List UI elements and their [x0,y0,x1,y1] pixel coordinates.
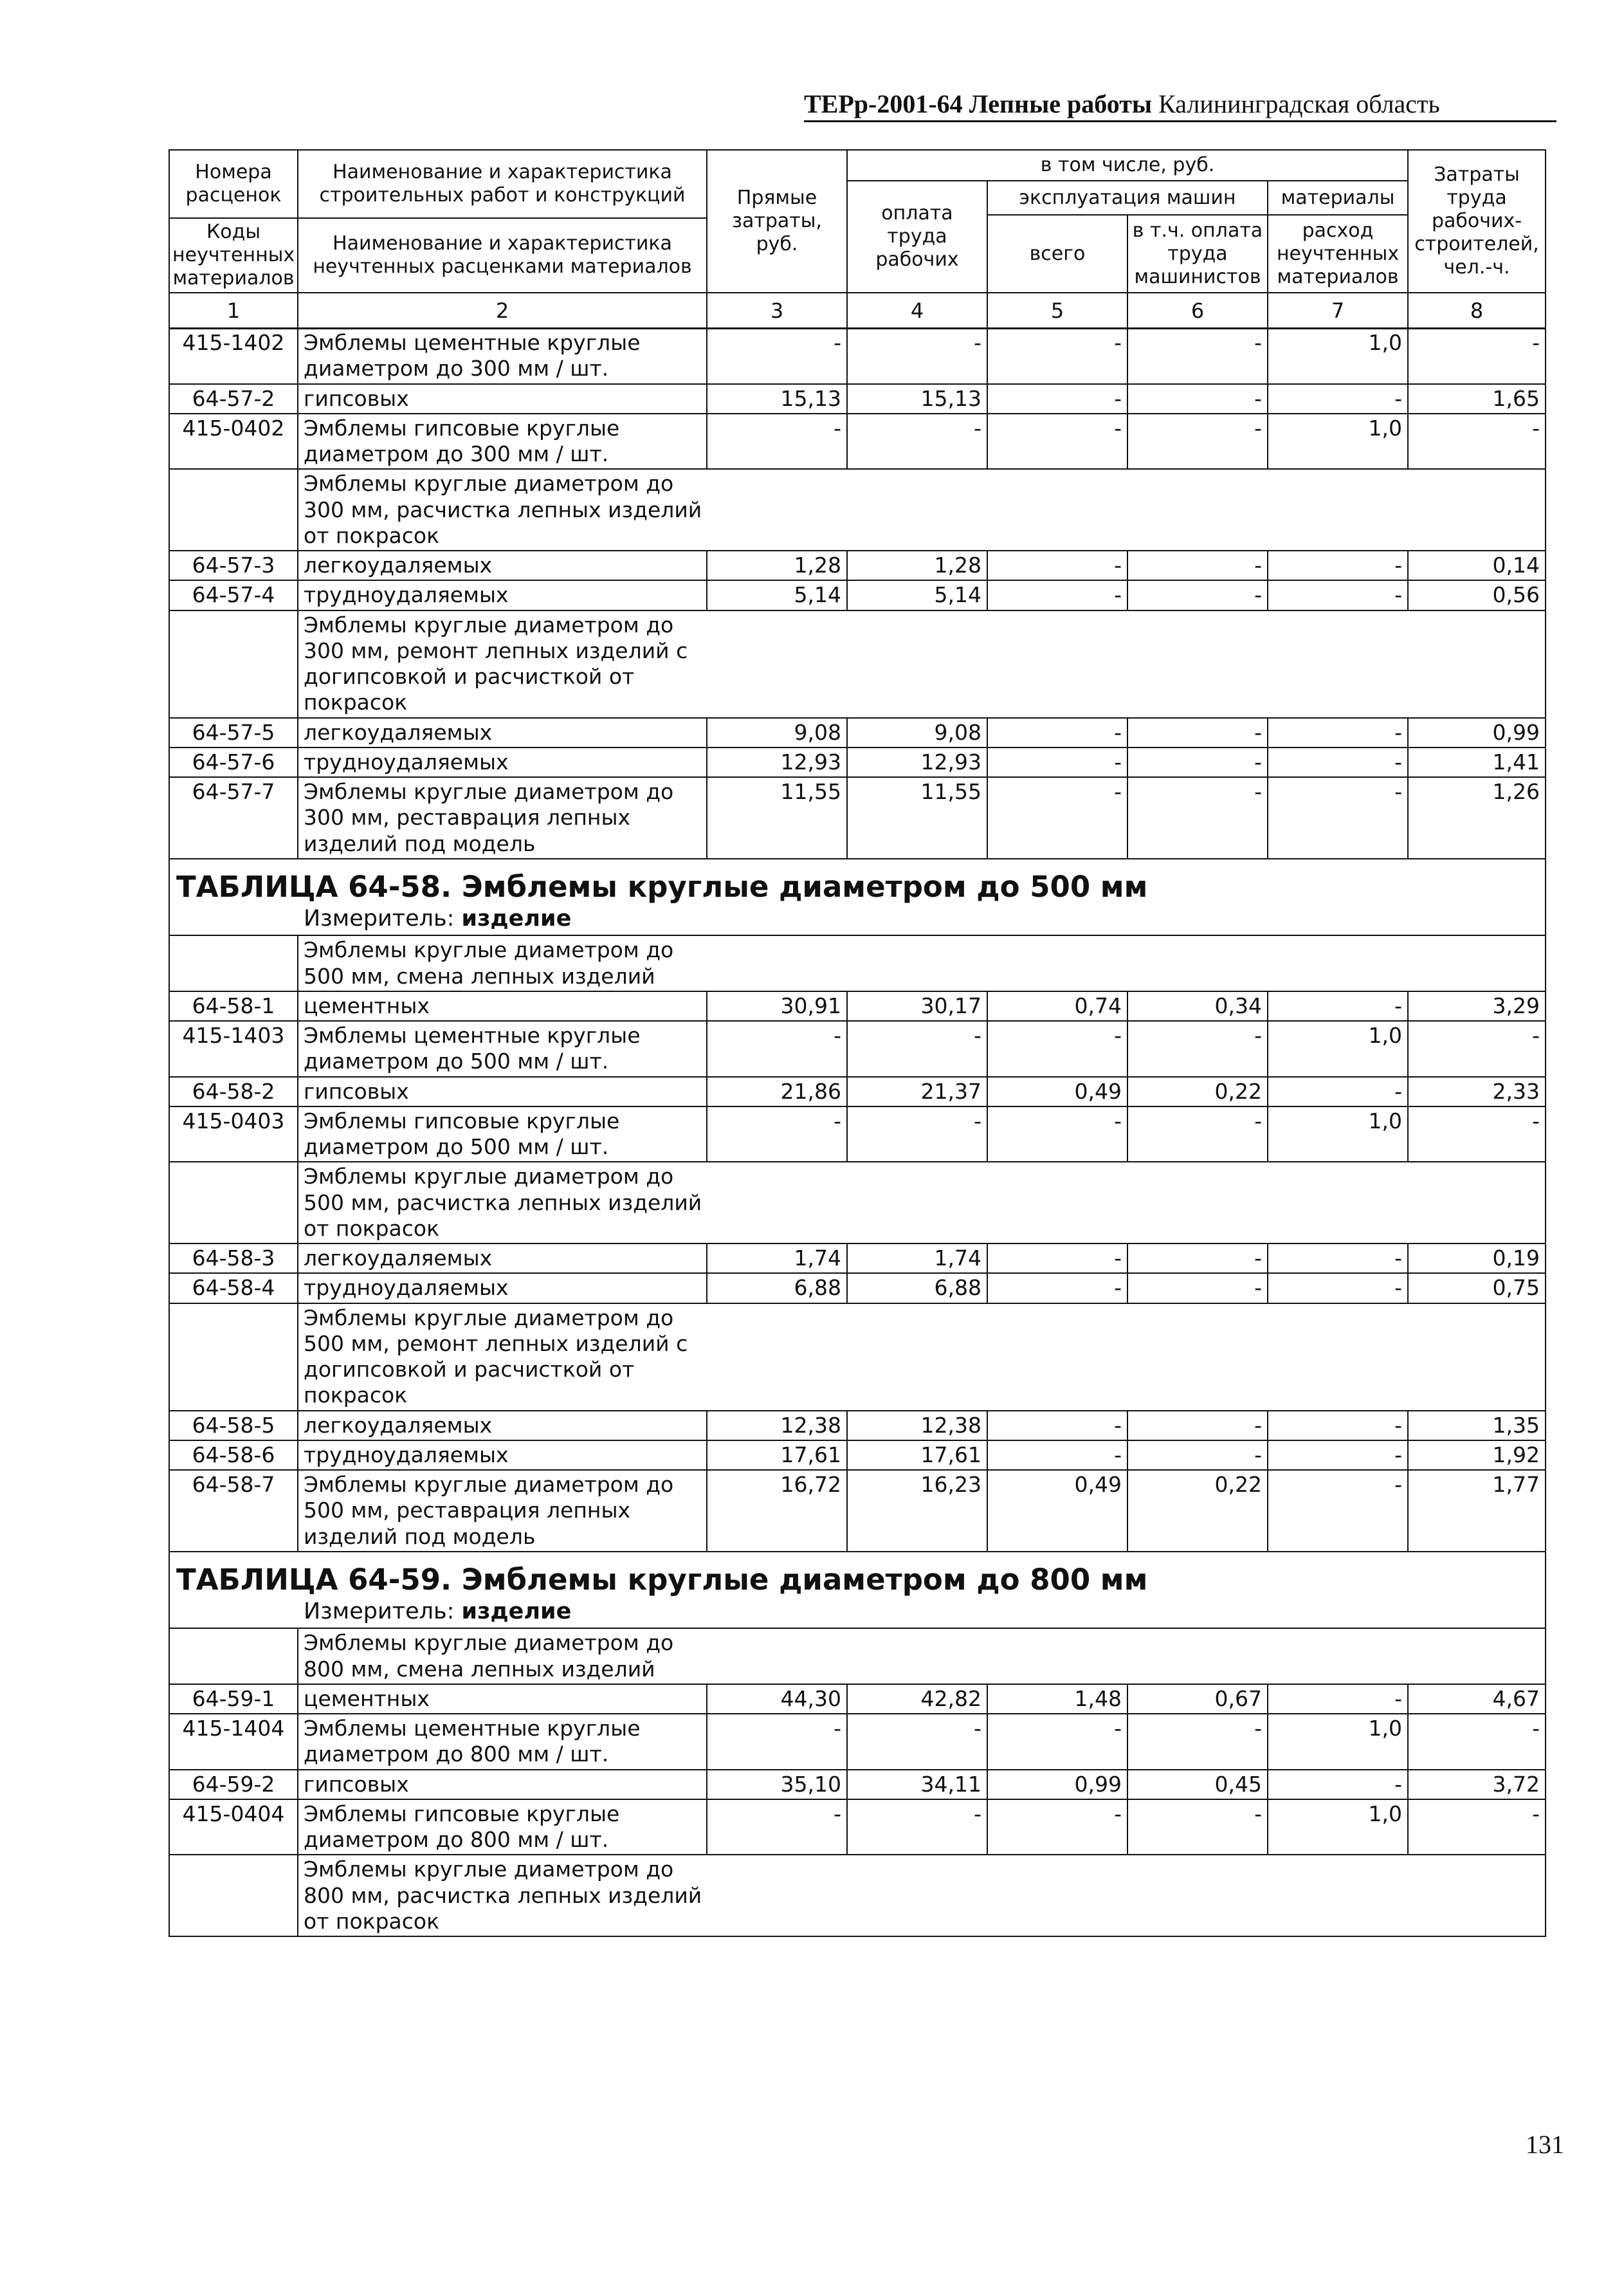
header-code: ТЕРр-2001-64 [804,89,963,118]
value-cell: - [1408,414,1546,470]
value-cell: 0,49 [987,1077,1127,1106]
table-row [169,384,1546,414]
rate-code: 64-57-5 [169,718,298,748]
value-cell: - [1268,1244,1408,1273]
value-cell: 0,56 [1408,580,1546,610]
header-cell-work-name: Наименование и характеристика строительных работ и конструкций [298,150,707,218]
value-cell: 21,86 [707,1077,847,1106]
value-cell: 17,61 [707,1440,847,1470]
rate-code: 64-58-1 [169,991,298,1021]
value-cell: - [707,1714,847,1770]
group-heading: Эмблемы круглые диаметром до 500 мм, расчистка лепных изделий от покрасок [304,1164,702,1241]
value-cell: 30,91 [707,991,847,1021]
header-cell-material-names: Наименование и характеристика неучтенных расценками материалов [298,218,707,293]
group-heading-row [169,469,1546,551]
value-cell: 3,72 [1408,1770,1546,1799]
rate-description: Эмблемы цементные круглые диаметром до 800 мм / шт. [298,1714,707,1770]
value-cell: 0,34 [1127,991,1268,1021]
column-number: 8 [1408,293,1546,329]
value-cell: 34,11 [847,1770,987,1799]
unit-label: Измеритель: [304,905,455,932]
rate-description: трудноудаляемых [298,1273,707,1303]
header-title: Лепные работы [969,89,1153,118]
value-cell: 0,67 [1127,1684,1268,1714]
table-title: ТАБЛИЦА 64-59. Эмблемы круглые диаметром до 800 мм [176,1562,1148,1597]
value-cell: - [1268,580,1408,610]
value-cell: - [1127,328,1268,384]
value-cell: - [1408,328,1546,384]
value-cell: - [1408,1021,1546,1077]
table-row [169,580,1546,610]
value-cell: - [987,1021,1127,1077]
rate-code: 64-57-6 [169,748,298,777]
rate-code: 415-1402 [169,328,298,384]
value-cell: - [1268,1770,1408,1799]
value-cell: 1,0 [1268,1799,1408,1855]
value-cell: - [1268,1411,1408,1440]
value-cell: 1,28 [847,551,987,580]
table-row [169,1411,1546,1440]
value-cell: - [1268,748,1408,777]
header-cell-materials: материалы [1268,181,1408,215]
rate-code: 64-58-6 [169,1440,298,1470]
value-cell: - [1127,777,1268,859]
column-number: 2 [298,293,707,329]
value-cell: - [847,414,987,470]
value-cell: 1,74 [847,1244,987,1273]
rate-description: трудноудаляемых [298,1440,707,1470]
column-number: 4 [847,293,987,329]
column-number: 3 [707,293,847,329]
value-cell: - [1268,718,1408,748]
value-cell: - [1268,551,1408,580]
value-cell: 15,13 [847,384,987,414]
table-header [169,149,1546,329]
table-row [169,991,1546,1021]
value-cell: - [1268,1684,1408,1714]
value-cell: 1,48 [987,1684,1127,1714]
value-cell: 9,08 [847,718,987,748]
table-row [169,1799,1546,1855]
table-row [169,1770,1546,1799]
value-cell: - [1268,384,1408,414]
value-cell: 9,08 [707,718,847,748]
unit-of-measure [304,905,1538,933]
value-cell: 11,55 [707,777,847,859]
rate-code: 64-57-4 [169,580,298,610]
column-number: 5 [987,293,1127,329]
group-heading-row [169,1628,1546,1684]
rate-code: 64-58-5 [169,1411,298,1440]
table-row [169,1470,1546,1552]
value-cell: 6,88 [847,1273,987,1303]
value-cell: - [987,580,1127,610]
rate-code: 64-58-3 [169,1244,298,1273]
value-cell: - [987,551,1127,580]
value-cell: - [1127,1244,1268,1273]
table-row [169,414,1546,470]
rate-description: Эмблемы гипсовые круглые диаметром до 500 мм / шт. [298,1106,707,1162]
value-cell: - [987,414,1127,470]
rate-code: 64-57-7 [169,777,298,859]
value-cell: - [1127,1106,1268,1162]
header-cell-machines-wages: в т.ч. оплата труда машинистов [1127,215,1268,293]
value-cell: - [987,328,1127,384]
value-cell: - [987,1273,1127,1303]
rate-code: 64-58-2 [169,1077,298,1106]
value-cell: 0,99 [1408,718,1546,748]
value-cell: 0,19 [1408,1244,1546,1273]
value-cell: 0,22 [1127,1470,1268,1552]
rate-description: трудноудаляемых [298,748,707,777]
table-row [169,1273,1546,1303]
value-cell: 1,92 [1408,1440,1546,1470]
header-cell-labor-costs: Затраты труда рабочих-строителей, чел.-ч. [1408,150,1546,293]
rate-code: 415-0403 [169,1106,298,1162]
table-row [169,1684,1546,1714]
value-cell: - [1127,718,1268,748]
value-cell: - [847,1106,987,1162]
group-heading: Эмблемы круглые диаметром до 300 мм, расчистка лепных изделий от покрасок [304,471,702,548]
value-cell: 0,14 [1408,551,1546,580]
document-header [804,89,1556,122]
value-cell: 12,38 [847,1411,987,1440]
value-cell: - [1268,991,1408,1021]
rate-description: гипсовых [298,1770,707,1799]
value-cell: - [987,384,1127,414]
value-cell: 17,61 [847,1440,987,1470]
rate-code: 64-59-1 [169,1684,298,1714]
group-heading-row [169,1162,1546,1244]
value-cell: 44,30 [707,1684,847,1714]
value-cell: - [1268,1470,1408,1552]
column-number: 6 [1127,293,1268,329]
value-cell: - [1127,1021,1268,1077]
value-cell: 16,23 [847,1470,987,1552]
rate-description: легкоудаляемых [298,718,707,748]
value-cell: 1,0 [1268,1021,1408,1077]
value-cell: - [1127,384,1268,414]
group-heading-row [169,1303,1546,1411]
rate-code: 415-0404 [169,1799,298,1855]
value-cell: 0,74 [987,991,1127,1021]
value-cell: - [707,1799,847,1855]
value-cell: 30,17 [847,991,987,1021]
rate-description: легкоудаляемых [298,551,707,580]
group-heading-row [169,610,1546,718]
value-cell: 1,74 [707,1244,847,1273]
value-cell: - [987,1411,1127,1440]
rate-description: легкоудаляемых [298,1411,707,1440]
unit-value: изделие [461,905,572,932]
value-cell: - [987,1244,1127,1273]
value-cell: 11,55 [847,777,987,859]
group-heading-row [169,935,1546,991]
rate-description: Эмблемы круглые диаметром до 500 мм, реставрация лепных изделий под модель [298,1470,707,1552]
rate-code: 64-58-7 [169,1470,298,1552]
value-cell: 0,75 [1408,1273,1546,1303]
table-row [169,1440,1546,1470]
value-cell: - [1268,1273,1408,1303]
value-cell: - [707,1021,847,1077]
value-cell: - [1268,1077,1408,1106]
header-cell-rate-number: Номера расценок [169,150,298,218]
group-heading: Эмблемы круглые диаметром до 500 мм, смена лепных изделий [304,937,674,989]
value-cell: - [987,1440,1127,1470]
value-cell: - [987,718,1127,748]
rate-description: Эмблемы цементные круглые диаметром до 500 мм / шт. [298,1021,707,1077]
header-cell-direct-costs: Прямые затраты, руб. [707,150,847,293]
value-cell: - [1408,1714,1546,1770]
value-cell: - [1127,551,1268,580]
rate-description: Эмблемы круглые диаметром до 300 мм, реставрация лепных изделий под модель [298,777,707,859]
value-cell: - [1127,1411,1268,1440]
value-cell: 0,22 [1127,1077,1268,1106]
value-cell: - [1127,414,1268,470]
value-cell: - [1127,1714,1268,1770]
value-cell: 1,0 [1268,414,1408,470]
value-cell: 1,28 [707,551,847,580]
value-cell: - [847,1021,987,1077]
rate-code: 64-57-3 [169,551,298,580]
value-cell: 42,82 [847,1684,987,1714]
value-cell: - [707,414,847,470]
page-number: 131 [1526,2130,1564,2159]
value-cell: - [847,328,987,384]
group-heading-row [169,1855,1546,1936]
table-row [169,328,1546,384]
table-row [169,718,1546,748]
table-title: ТАБЛИЦА 64-58. Эмблемы круглые диаметром до 500 мм [176,869,1148,904]
rate-code: 415-1403 [169,1021,298,1077]
rate-description: цементных [298,1684,707,1714]
group-heading: Эмблемы круглые диаметром до 500 мм, ремонт лепных изделий с догипсовкой и расчисткой от покрасок [304,1305,688,1408]
header-cell-including: в том числе, руб. [847,150,1408,181]
table-row [169,777,1546,859]
value-cell: 12,93 [707,748,847,777]
value-cell: 3,29 [1408,991,1546,1021]
value-cell: - [1268,777,1408,859]
value-cell: - [1127,580,1268,610]
group-heading: Эмблемы круглые диаметром до 300 мм, ремонт лепных изделий с догипсовкой и расчисткой от покрасок [304,612,688,715]
rate-description: Эмблемы цементные круглые диаметром до 300 мм / шт. [298,328,707,384]
value-cell: 1,35 [1408,1411,1546,1440]
value-cell: - [1268,1440,1408,1470]
value-cell: 16,72 [707,1470,847,1552]
value-cell: - [847,1714,987,1770]
rate-description: трудноудаляемых [298,580,707,610]
table-row [169,1106,1546,1162]
table-row [169,1021,1546,1077]
rate-description: цементных [298,991,707,1021]
rate-description: Эмблемы гипсовые круглые диаметром до 300 мм / шт. [298,414,707,470]
value-cell: 21,37 [847,1077,987,1106]
value-cell: 1,41 [1408,748,1546,777]
value-cell: - [847,1799,987,1855]
value-cell: - [1127,1273,1268,1303]
column-number: 1 [169,293,298,329]
value-cell: 1,0 [1268,1106,1408,1162]
header-cell-wages: оплата труда рабочих [847,181,987,293]
value-cell: - [1127,1799,1268,1855]
value-cell: - [707,1106,847,1162]
table-row [169,1714,1546,1770]
rates-table [169,327,1546,1937]
value-cell: - [987,1714,1127,1770]
value-cell: 12,38 [707,1411,847,1440]
table-section-title [169,1552,1546,1629]
column-number-row [169,293,1546,329]
value-cell: 1,26 [1408,777,1546,859]
value-cell: 1,65 [1408,384,1546,414]
value-cell: - [987,1799,1127,1855]
column-number: 7 [1268,293,1408,329]
value-cell: - [987,777,1127,859]
value-cell: 2,33 [1408,1077,1546,1106]
value-cell: 5,14 [847,580,987,610]
rate-description: легкоудаляемых [298,1244,707,1273]
value-cell: 1,77 [1408,1470,1546,1552]
value-cell: 0,99 [987,1770,1127,1799]
value-cell: - [987,748,1127,777]
header-cell-material-codes: Коды неучтенных материалов [169,218,298,293]
value-cell: - [1408,1106,1546,1162]
rate-description: гипсовых [298,384,707,414]
group-heading: Эмблемы круглые диаметром до 800 мм, смена лепных изделий [304,1630,674,1682]
value-cell: - [987,1106,1127,1162]
value-cell: 0,45 [1127,1770,1268,1799]
table-row [169,1244,1546,1273]
rate-code: 64-59-2 [169,1770,298,1799]
rate-code: 415-1404 [169,1714,298,1770]
rate-code: 64-57-2 [169,384,298,414]
value-cell: - [1127,1440,1268,1470]
table-row [169,748,1546,777]
table-row [169,1077,1546,1106]
unit-label: Измеритель: [304,1598,455,1624]
value-cell: 4,67 [1408,1684,1546,1714]
table-section-title [169,859,1546,936]
rate-code: 64-58-4 [169,1273,298,1303]
value-cell: - [707,328,847,384]
rate-code: 415-0402 [169,414,298,470]
value-cell: - [1127,748,1268,777]
header-cell-machines: эксплуатация машин [987,181,1268,215]
unit-value: изделие [461,1598,572,1624]
header-region: Калининградская область [1158,89,1440,118]
unit-of-measure [304,1598,1538,1626]
value-cell: 0,49 [987,1470,1127,1552]
header-cell-machines-total: всего [987,215,1127,293]
value-cell: 1,0 [1268,328,1408,384]
table-row [169,551,1546,580]
value-cell: 5,14 [707,580,847,610]
header-cell-materials-sub: расход неучтенных материалов [1268,215,1408,293]
value-cell: 1,0 [1268,1714,1408,1770]
value-cell: 12,93 [847,748,987,777]
value-cell: - [1408,1799,1546,1855]
group-heading: Эмблемы круглые диаметром до 800 мм, расчистка лепных изделий от покрасок [304,1857,702,1934]
value-cell: 35,10 [707,1770,847,1799]
rate-description: Эмблемы гипсовые круглые диаметром до 800 мм / шт. [298,1799,707,1855]
rate-description: гипсовых [298,1077,707,1106]
value-cell: 15,13 [707,384,847,414]
value-cell: 6,88 [707,1273,847,1303]
